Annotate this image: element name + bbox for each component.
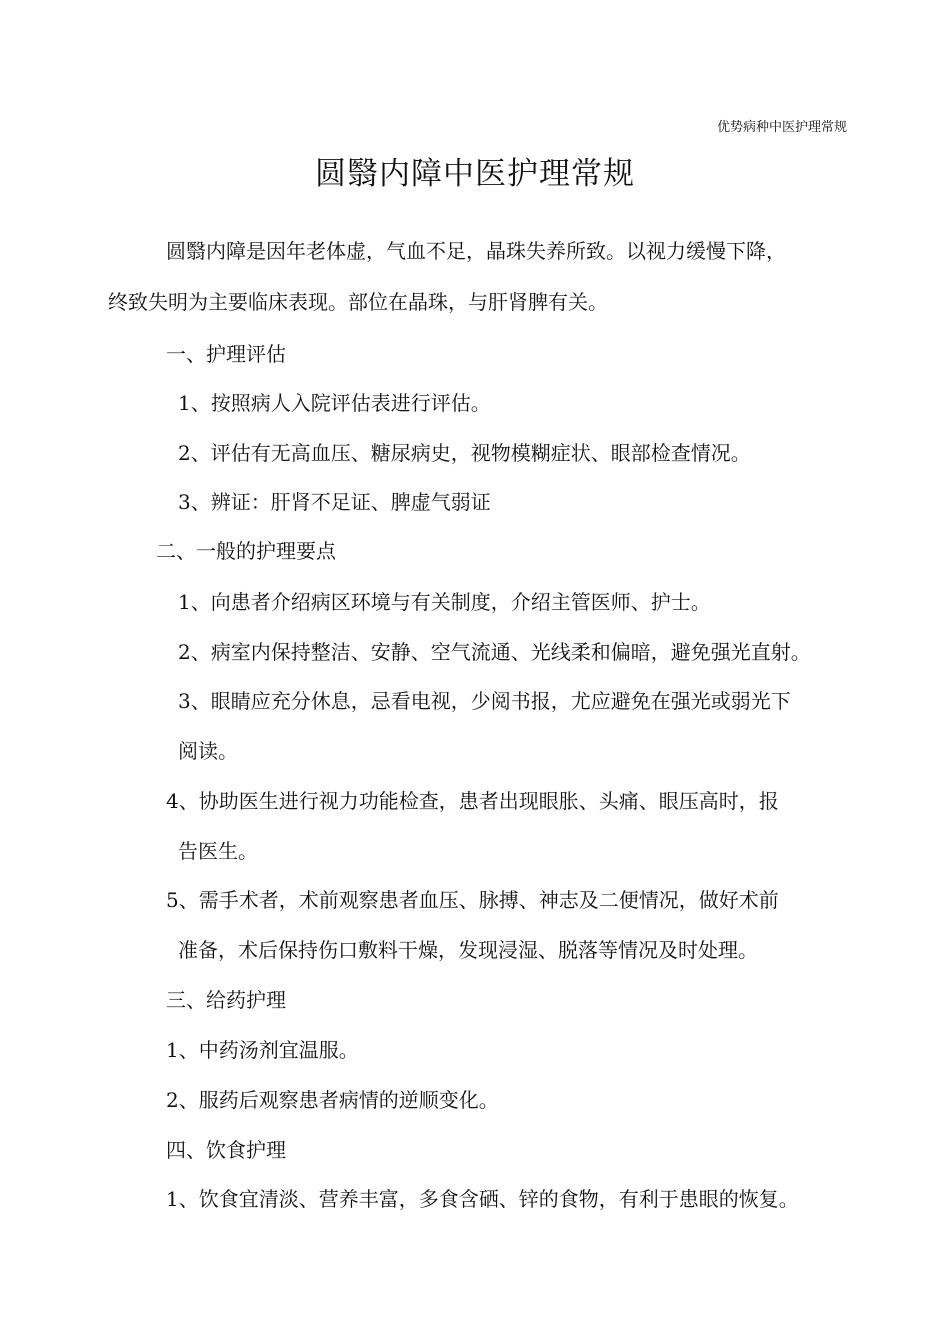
list-item: 1、中药汤剂宜温服。 (166, 1038, 359, 1062)
section-heading-diet: 四、饮食护理 (166, 1138, 286, 1162)
section-heading-assessment: 一、护理评估 (166, 342, 286, 366)
intro-line-2: 终致失明为主要临床表现。部位在晶珠，与肝肾脾有关。 (108, 290, 608, 314)
list-item: 1、按照病人入院评估表进行评估。 (178, 391, 491, 415)
list-item: 3、眼睛应充分休息，忌看电视，少阅书报，尤应避免在强光或弱光下 (178, 689, 791, 713)
intro-line-1: 圆翳内障是因年老体虚，气血不足，晶珠失养所致。以视力缓慢下降， (166, 239, 786, 263)
list-item: 3、辨证：肝肾不足证、脾虚气弱证 (178, 490, 491, 514)
header-note: 优势病种中医护理常规 (716, 120, 847, 135)
list-item-continuation: 阅读。 (178, 739, 238, 763)
list-item: 5、需手术者，术前观察患者血压、脉搏、神志及二便情况，做好术前 (166, 888, 779, 912)
section-heading-medication: 三、给药护理 (166, 988, 286, 1012)
list-item: 1、饮食宜清淡、营养丰富，多食含硒、锌的食物，有利于患眼的恢复。 (166, 1187, 799, 1211)
page-title: 圆翳内障中医护理常规 (315, 156, 635, 192)
list-item: 1、向患者介绍病区环境与有关制度，介绍主管医师、护士。 (178, 590, 711, 614)
list-item: 2、病室内保持整洁、安静、空气流通、光线柔和偏暗，避免强光直射。 (178, 640, 811, 664)
section-heading-general-care: 二、一般的护理要点 (156, 539, 336, 563)
list-item-continuation: 准备，术后保持伤口敷料干燥，发现浸湿、脱落等情况及时处理。 (178, 938, 758, 962)
list-item: 4、协助医生进行视力功能检查，患者出现眼胀、头痛、眼压高时，报 (166, 789, 779, 813)
list-item: 2、服药后观察患者病情的逆顺变化。 (166, 1088, 499, 1112)
list-item: 2、评估有无高血压、糖尿病史，视物模糊症状、眼部检查情况。 (178, 441, 751, 465)
list-item-continuation: 告医生。 (178, 839, 258, 863)
